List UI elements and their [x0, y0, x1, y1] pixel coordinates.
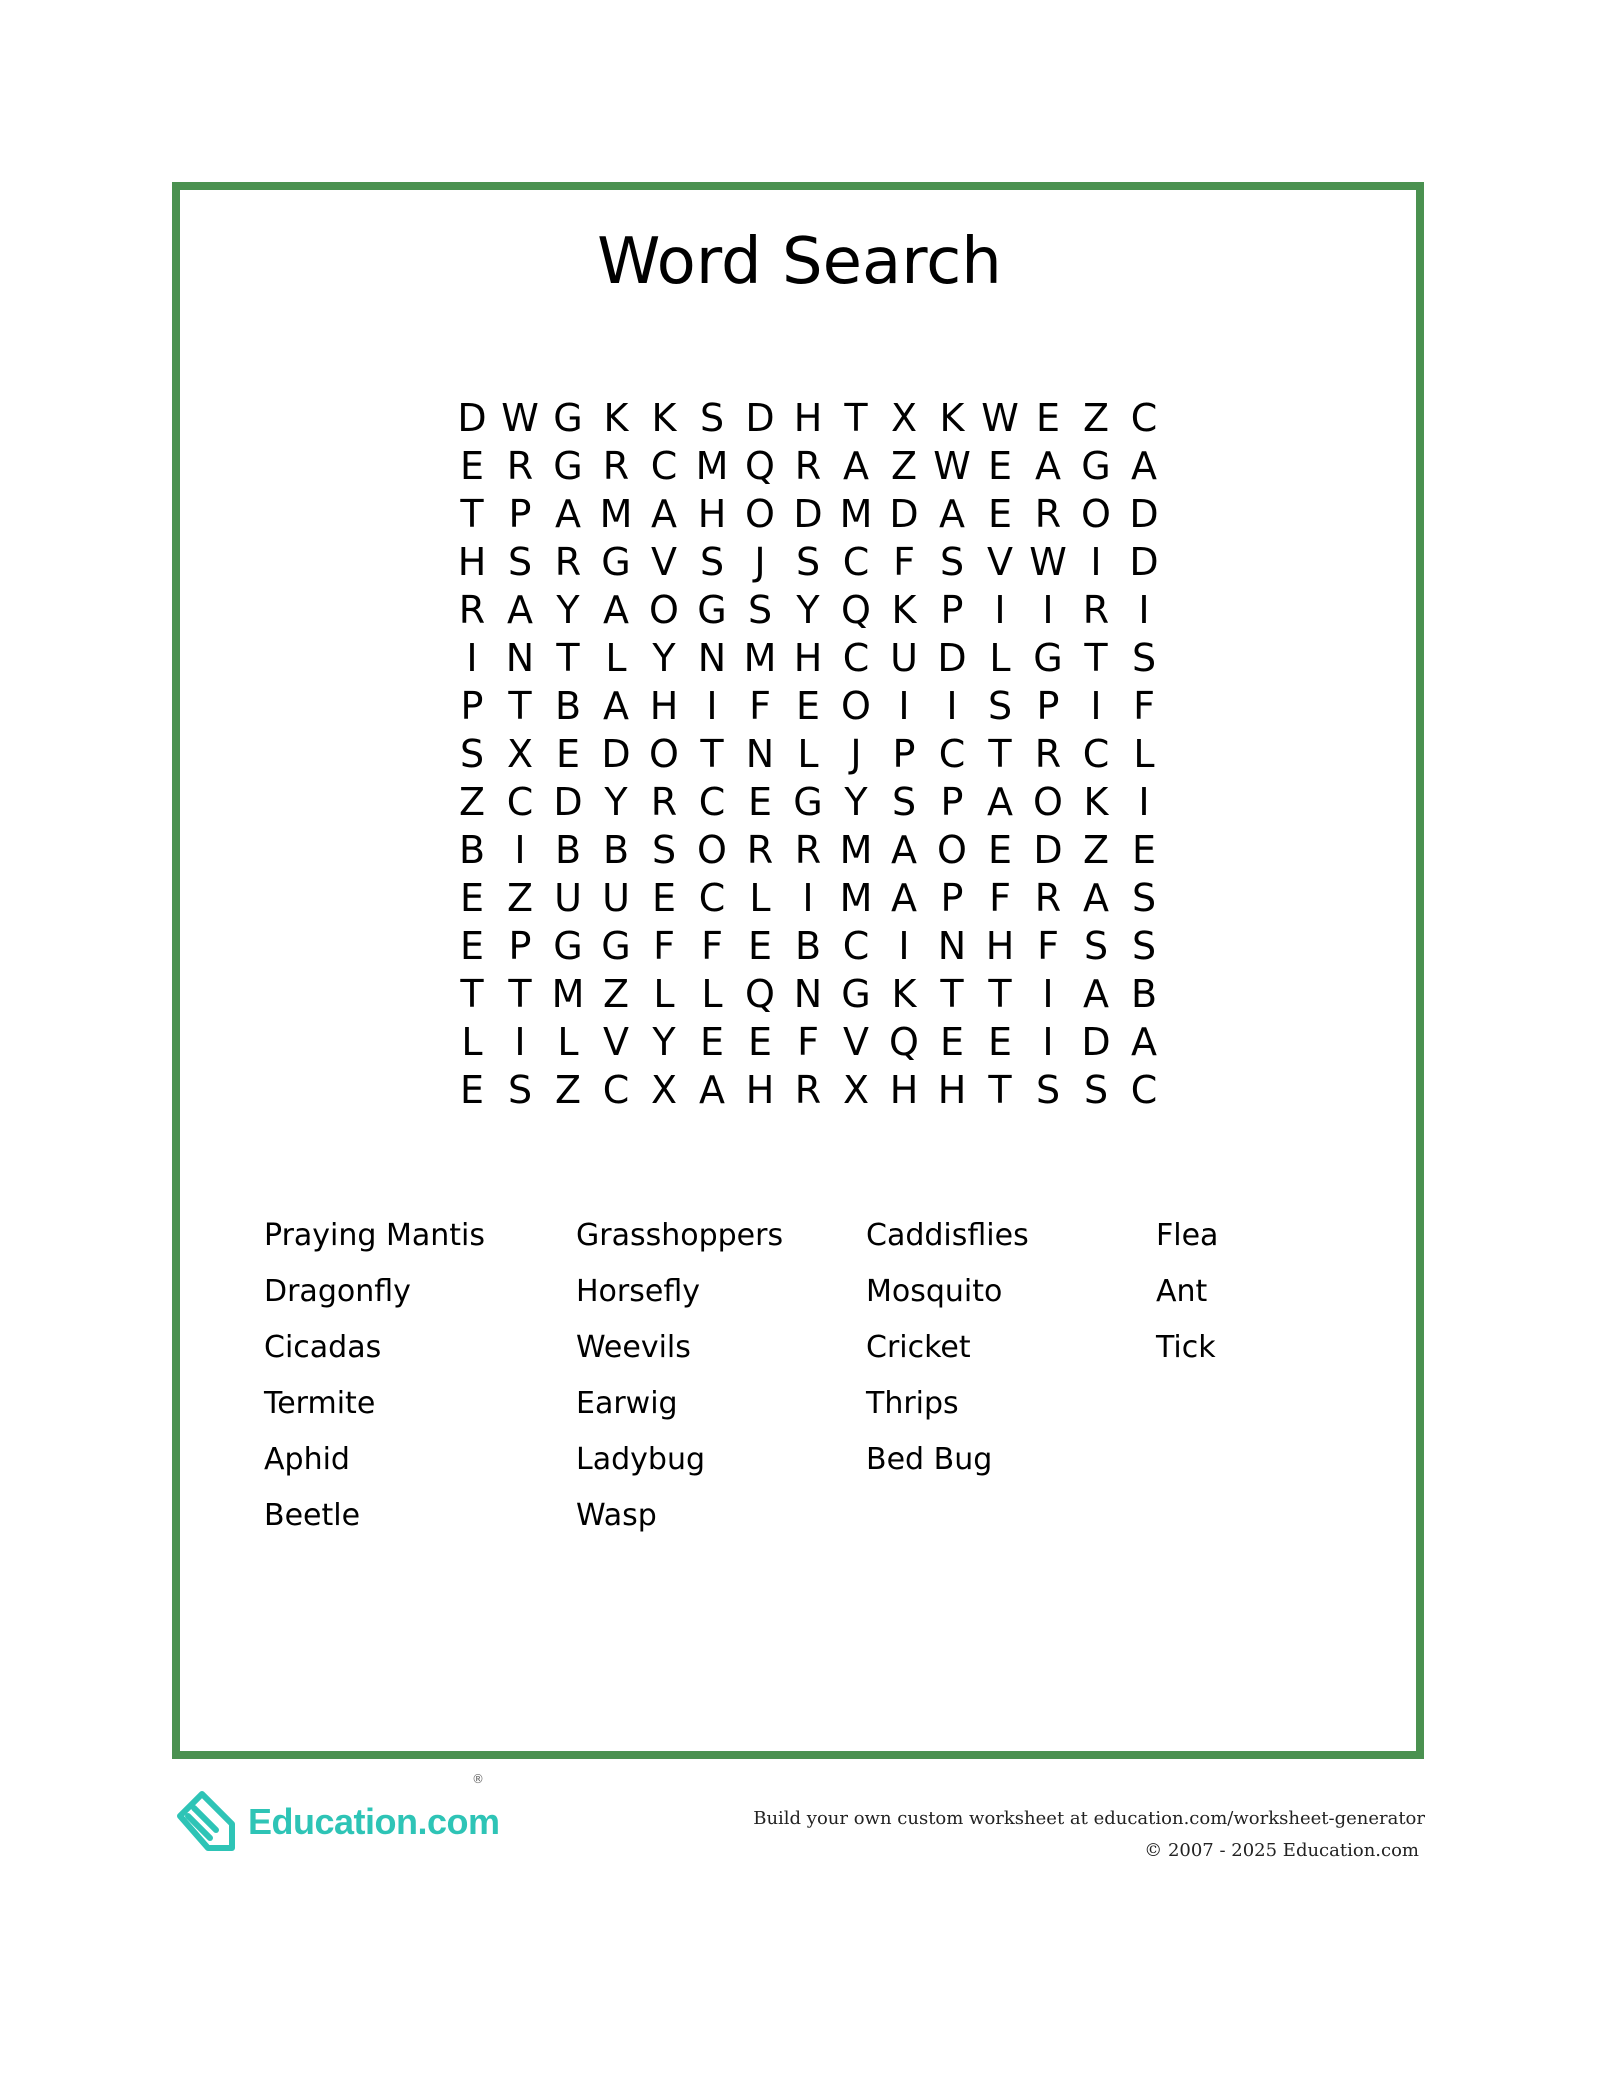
grid-letter[interactable]: B [554, 828, 582, 872]
grid-letter[interactable]: P [940, 780, 964, 824]
grid-letter[interactable]: S [459, 732, 485, 776]
grid-letter[interactable]: K [891, 588, 917, 632]
grid-letter[interactable]: X [842, 1068, 870, 1112]
grid-letter[interactable]: B [458, 828, 486, 872]
grid-letter[interactable]: G [601, 540, 631, 584]
grid-letter[interactable]: S [1131, 876, 1157, 920]
grid-letter[interactable]: C [506, 780, 534, 824]
word-item: Wasp [576, 1498, 657, 1533]
grid-row [448, 1066, 1168, 1114]
grid-letter[interactable]: D [745, 396, 775, 440]
grid-letter[interactable]: R [1034, 876, 1062, 920]
grid-letter[interactable]: C [842, 636, 870, 680]
grid-letter[interactable]: E [747, 1020, 772, 1064]
grid-letter[interactable]: D [1081, 1020, 1111, 1064]
grid-letter[interactable]: H [697, 492, 727, 536]
grid-letter[interactable]: H [649, 684, 679, 728]
grid-letter[interactable]: A [507, 588, 533, 632]
word-item: Weevils [576, 1330, 691, 1365]
grid-letter[interactable]: Y [604, 780, 628, 824]
word-item: Ladybug [576, 1442, 705, 1477]
grid-row [448, 730, 1168, 778]
grid-letter[interactable]: G [793, 780, 823, 824]
grid-letter[interactable]: G [697, 588, 727, 632]
grid-letter[interactable]: W [981, 396, 1019, 440]
grid-row [448, 442, 1168, 490]
grid-letter[interactable]: O [697, 828, 727, 872]
word-item: Dragonfly [264, 1274, 411, 1309]
grid-letter[interactable]: A [555, 492, 581, 536]
word-item: Termite [264, 1386, 376, 1421]
grid-letter[interactable]: H [457, 540, 487, 584]
grid-letter[interactable]: A [891, 828, 917, 872]
grid-letter[interactable]: C [1130, 396, 1158, 440]
grid-letter[interactable]: L [1133, 732, 1155, 776]
grid-letter[interactable]: R [506, 444, 534, 488]
grid-letter[interactable]: M [551, 972, 585, 1016]
grid-letter[interactable]: I [1138, 588, 1150, 632]
grid-letter[interactable]: S [507, 540, 533, 584]
grid-letter[interactable]: G [553, 444, 583, 488]
grid-letter[interactable]: O [649, 732, 679, 776]
word-item: Cicadas [264, 1330, 382, 1365]
word-item: Beetle [264, 1498, 361, 1533]
grid-letter[interactable]: S [1035, 1068, 1061, 1112]
grid-letter[interactable]: Y [652, 636, 676, 680]
grid-letter[interactable]: R [458, 588, 486, 632]
grid-letter[interactable]: S [1131, 924, 1157, 968]
grid-letter[interactable]: H [889, 1068, 919, 1112]
registered-mark: ® [472, 1772, 484, 1786]
grid-letter[interactable]: P [508, 492, 532, 536]
grid-letter[interactable]: H [793, 636, 823, 680]
grid-letter[interactable]: K [939, 396, 965, 440]
grid-letter[interactable]: R [1034, 492, 1062, 536]
grid-letter[interactable]: H [937, 1068, 967, 1112]
grid-letter[interactable]: G [553, 924, 583, 968]
grid-letter[interactable]: S [507, 1068, 533, 1112]
grid-letter[interactable]: E [987, 444, 1012, 488]
grid-letter[interactable]: X [506, 732, 534, 776]
grid-letter[interactable]: W [933, 444, 971, 488]
grid-letter[interactable]: Z [506, 876, 534, 920]
grid-letter[interactable]: R [602, 444, 630, 488]
grid-letter[interactable]: I [1042, 588, 1054, 632]
grid-letter[interactable]: A [699, 1068, 725, 1112]
grid-letter[interactable]: M [839, 492, 873, 536]
grid-letter[interactable]: Y [796, 588, 820, 632]
grid-letter[interactable]: A [1131, 1020, 1157, 1064]
grid-letter[interactable]: F [989, 876, 1011, 920]
word-item: Mosquito [866, 1274, 1003, 1309]
grid-letter[interactable]: P [940, 588, 964, 632]
grid-letter[interactable]: A [651, 492, 677, 536]
grid-letter[interactable]: T [508, 972, 532, 1016]
grid-letter[interactable]: R [794, 1068, 822, 1112]
grid-letter[interactable]: E [747, 924, 772, 968]
grid-letter[interactable]: O [937, 828, 967, 872]
grid-letter[interactable]: E [555, 732, 580, 776]
word-item: Caddisflies [866, 1218, 1029, 1253]
grid-letter[interactable]: I [1090, 540, 1102, 584]
grid-letter[interactable]: S [987, 684, 1013, 728]
worksheet-title: Word Search [597, 225, 1002, 299]
copyright-text: © 2007 - 2025 Education.com [1144, 1840, 1419, 1861]
word-list [0, 1208, 1599, 1548]
grid-letter[interactable]: S [891, 780, 917, 824]
grid-letter[interactable]: D [1129, 492, 1159, 536]
grid-letter[interactable]: E [699, 1020, 724, 1064]
word-item: Ant [1156, 1274, 1208, 1309]
grid-row [448, 586, 1168, 634]
grid-letter[interactable]: L [989, 636, 1011, 680]
grid-letter[interactable]: K [1083, 780, 1109, 824]
grid-letter[interactable]: R [1034, 732, 1062, 776]
grid-letter[interactable]: E [795, 684, 820, 728]
grid-letter[interactable]: R [650, 780, 678, 824]
grid-letter[interactable]: N [745, 732, 775, 776]
grid-letter[interactable]: O [1033, 780, 1063, 824]
grid-letter[interactable]: S [699, 540, 725, 584]
word-column [1156, 1208, 1218, 1376]
grid-letter[interactable]: K [651, 396, 677, 440]
grid-letter[interactable]: P [460, 684, 484, 728]
grid-letter[interactable]: F [797, 1020, 819, 1064]
grid-letter[interactable]: Q [841, 588, 871, 632]
word-item: Tick [1156, 1330, 1216, 1365]
grid-letter[interactable]: A [891, 876, 917, 920]
grid-letter[interactable]: M [599, 492, 633, 536]
grid-row [448, 922, 1168, 970]
grid-letter[interactable]: L [557, 1020, 579, 1064]
grid-letter[interactable]: T [988, 1068, 1012, 1112]
grid-row [448, 538, 1168, 586]
grid-letter[interactable]: Q [889, 1020, 919, 1064]
grid-row [448, 394, 1168, 442]
grid-letter[interactable]: E [987, 1020, 1012, 1064]
brand-name: Education.com [248, 1801, 500, 1842]
grid-letter[interactable]: E [459, 876, 484, 920]
grid-letter[interactable]: S [699, 396, 725, 440]
grid-row [448, 826, 1168, 874]
grid-letter[interactable]: F [893, 540, 915, 584]
grid-letter[interactable]: Z [1082, 828, 1110, 872]
grid-letter[interactable]: T [988, 732, 1012, 776]
grid-letter[interactable]: I [706, 684, 718, 728]
grid-row [448, 778, 1168, 826]
grid-letter[interactable]: S [1083, 1068, 1109, 1112]
word-item: Aphid [264, 1442, 350, 1477]
grid-letter[interactable]: M [839, 876, 873, 920]
grid-letter[interactable]: G [1033, 636, 1063, 680]
grid-letter[interactable]: I [802, 876, 814, 920]
grid-letter[interactable]: Y [556, 588, 580, 632]
grid-letter[interactable]: C [938, 732, 966, 776]
grid-letter[interactable]: M [695, 444, 729, 488]
grid-letter[interactable]: O [745, 492, 775, 536]
word-item: Cricket [866, 1330, 971, 1365]
grid-letter[interactable]: D [601, 732, 631, 776]
grid-letter[interactable]: E [747, 780, 772, 824]
grid-letter[interactable]: R [554, 540, 582, 584]
grid-letter[interactable]: Z [1082, 396, 1110, 440]
grid-letter[interactable]: E [1035, 396, 1060, 440]
grid-letter[interactable]: A [843, 444, 869, 488]
education-logo[interactable] [172, 1772, 512, 1862]
grid-letter[interactable]: R [794, 828, 822, 872]
grid-letter[interactable]: H [793, 396, 823, 440]
grid-letter[interactable]: A [1083, 876, 1109, 920]
grid-letter[interactable]: E [987, 828, 1012, 872]
grid-letter[interactable]: B [554, 684, 582, 728]
grid-letter[interactable]: E [939, 1020, 964, 1064]
grid-letter[interactable]: Z [458, 780, 486, 824]
grid-letter[interactable]: N [937, 924, 967, 968]
grid-letter[interactable]: C [698, 876, 726, 920]
word-column [866, 1208, 1029, 1488]
grid-letter[interactable]: I [466, 636, 478, 680]
grid-letter[interactable]: I [1138, 780, 1150, 824]
grid-letter[interactable]: S [939, 540, 965, 584]
grid-letter[interactable]: L [461, 1020, 483, 1064]
grid-letter[interactable]: R [794, 444, 822, 488]
grid-letter[interactable]: H [745, 1068, 775, 1112]
grid-letter[interactable]: C [1130, 1068, 1158, 1112]
grid-letter[interactable]: T [940, 972, 964, 1016]
grid-letter[interactable]: U [602, 876, 630, 920]
grid-letter[interactable]: A [939, 492, 965, 536]
grid-row [448, 490, 1168, 538]
grid-letter[interactable]: I [946, 684, 958, 728]
grid-letter[interactable]: A [603, 588, 629, 632]
grid-letter[interactable]: C [602, 1068, 630, 1112]
grid-letter[interactable]: L [749, 876, 771, 920]
grid-letter[interactable]: D [1033, 828, 1063, 872]
grid-letter[interactable]: F [749, 684, 771, 728]
grid-letter[interactable]: S [1131, 636, 1157, 680]
word-item: Flea [1156, 1218, 1219, 1253]
grid-letter[interactable]: E [459, 1068, 484, 1112]
grid-letter[interactable]: A [1035, 444, 1061, 488]
grid-letter[interactable]: W [501, 396, 539, 440]
grid-row [448, 874, 1168, 922]
grid-letter[interactable]: G [841, 972, 871, 1016]
grid-letter[interactable]: I [1090, 684, 1102, 728]
grid-letter[interactable]: E [987, 492, 1012, 536]
grid-letter[interactable]: D [553, 780, 583, 824]
grid-letter[interactable]: Q [745, 444, 775, 488]
grid-letter[interactable]: E [459, 444, 484, 488]
grid-letter[interactable]: I [898, 684, 910, 728]
grid-row [448, 1018, 1168, 1066]
grid-letter[interactable]: V [603, 1020, 629, 1064]
grid-letter[interactable]: T [988, 972, 1012, 1016]
grid-letter[interactable]: D [1129, 540, 1159, 584]
grid-letter[interactable]: I [514, 1020, 526, 1064]
grid-letter[interactable]: T [460, 972, 484, 1016]
grid-letter[interactable]: X [890, 396, 918, 440]
grid-letter[interactable]: I [1042, 1020, 1054, 1064]
grid-letter[interactable]: N [697, 636, 727, 680]
grid-letter[interactable]: O [841, 684, 871, 728]
grid-letter[interactable]: F [701, 924, 723, 968]
grid-letter[interactable]: P [940, 876, 964, 920]
grid-letter[interactable]: K [891, 972, 917, 1016]
grid-letter[interactable]: C [842, 924, 870, 968]
grid-letter[interactable]: L [653, 972, 675, 1016]
grid-letter[interactable]: B [602, 828, 630, 872]
grid-letter[interactable]: P [892, 732, 916, 776]
letter-grid [448, 394, 1168, 1114]
grid-letter[interactable]: R [746, 828, 774, 872]
word-item: Praying Mantis [264, 1218, 485, 1253]
grid-letter[interactable]: O [1081, 492, 1111, 536]
grid-letter[interactable]: S [795, 540, 821, 584]
grid-letter[interactable]: C [650, 444, 678, 488]
grid-letter[interactable]: N [793, 972, 823, 1016]
grid-letter[interactable]: S [747, 588, 773, 632]
word-item: Grasshoppers [576, 1218, 784, 1253]
grid-letter[interactable]: Z [890, 444, 918, 488]
grid-letter[interactable]: V [651, 540, 677, 584]
grid-letter[interactable]: F [1037, 924, 1059, 968]
grid-letter[interactable]: D [793, 492, 823, 536]
grid-row [448, 682, 1168, 730]
grid-letter[interactable]: A [1131, 444, 1157, 488]
grid-letter[interactable]: P [1036, 684, 1060, 728]
grid-letter[interactable]: J [850, 732, 862, 776]
grid-letter[interactable]: I [514, 828, 526, 872]
grid-letter[interactable]: L [797, 732, 819, 776]
grid-letter[interactable]: F [1133, 684, 1155, 728]
grid-letter[interactable]: T [508, 684, 532, 728]
word-item: Earwig [576, 1386, 678, 1421]
grid-letter[interactable]: F [653, 924, 675, 968]
grid-letter[interactable]: O [649, 588, 679, 632]
grid-letter[interactable]: Y [844, 780, 868, 824]
grid-letter[interactable]: H [985, 924, 1015, 968]
grid-letter[interactable]: E [651, 876, 676, 920]
grid-letter[interactable]: S [651, 828, 677, 872]
grid-letter[interactable]: J [754, 540, 766, 584]
word-item: Bed Bug [866, 1442, 993, 1477]
education-logo-icon [172, 1786, 242, 1856]
word-column [264, 1208, 485, 1544]
grid-letter[interactable]: A [1083, 972, 1109, 1016]
grid-letter[interactable]: A [603, 684, 629, 728]
grid-letter[interactable]: C [842, 540, 870, 584]
grid-letter[interactable]: G [1081, 444, 1111, 488]
grid-letter[interactable]: X [650, 1068, 678, 1112]
grid-letter[interactable]: W [1029, 540, 1067, 584]
grid-letter[interactable]: T [556, 636, 580, 680]
grid-letter[interactable]: E [1131, 828, 1156, 872]
grid-letter[interactable]: R [1082, 588, 1110, 632]
grid-letter[interactable]: B [794, 924, 822, 968]
build-worksheet-link[interactable]: Build your own custom worksheet at education.com/worksheet-generator [753, 1808, 1425, 1829]
grid-letter[interactable]: S [1083, 924, 1109, 968]
grid-letter[interactable]: U [554, 876, 582, 920]
grid-row [448, 970, 1168, 1018]
grid-letter[interactable]: C [698, 780, 726, 824]
grid-letter[interactable]: T [844, 396, 868, 440]
word-column [576, 1208, 783, 1544]
grid-letter[interactable]: U [890, 636, 918, 680]
grid-letter[interactable]: T [1084, 636, 1108, 680]
grid-letter[interactable]: I [898, 924, 910, 968]
grid-letter[interactable]: I [994, 588, 1006, 632]
word-item: Horsefly [576, 1274, 700, 1309]
grid-row [448, 634, 1168, 682]
grid-letter[interactable]: D [937, 636, 967, 680]
grid-letter[interactable]: V [843, 1020, 869, 1064]
grid-letter[interactable]: L [701, 972, 723, 1016]
grid-letter[interactable]: I [1042, 972, 1054, 1016]
grid-letter[interactable]: Q [745, 972, 775, 1016]
grid-letter[interactable]: T [460, 492, 484, 536]
grid-letter[interactable]: Z [554, 1068, 582, 1112]
grid-letter[interactable]: G [601, 924, 631, 968]
grid-letter[interactable]: D [889, 492, 919, 536]
grid-letter[interactable]: V [987, 540, 1013, 584]
grid-letter[interactable]: G [553, 396, 583, 440]
grid-letter[interactable]: A [987, 780, 1013, 824]
grid-letter[interactable]: C [1082, 732, 1110, 776]
grid-letter[interactable]: P [508, 924, 532, 968]
grid-letter[interactable]: T [700, 732, 724, 776]
grid-letter[interactable]: N [505, 636, 535, 680]
grid-letter[interactable]: B [1130, 972, 1158, 1016]
grid-letter[interactable]: L [605, 636, 627, 680]
word-item: Thrips [866, 1386, 959, 1421]
grid-letter[interactable]: E [459, 924, 484, 968]
grid-letter[interactable]: D [457, 396, 487, 440]
grid-letter[interactable]: Z [602, 972, 630, 1016]
grid-letter[interactable]: K [603, 396, 629, 440]
grid-letter[interactable]: M [743, 636, 777, 680]
grid-letter[interactable]: Y [652, 1020, 676, 1064]
grid-letter[interactable]: M [839, 828, 873, 872]
